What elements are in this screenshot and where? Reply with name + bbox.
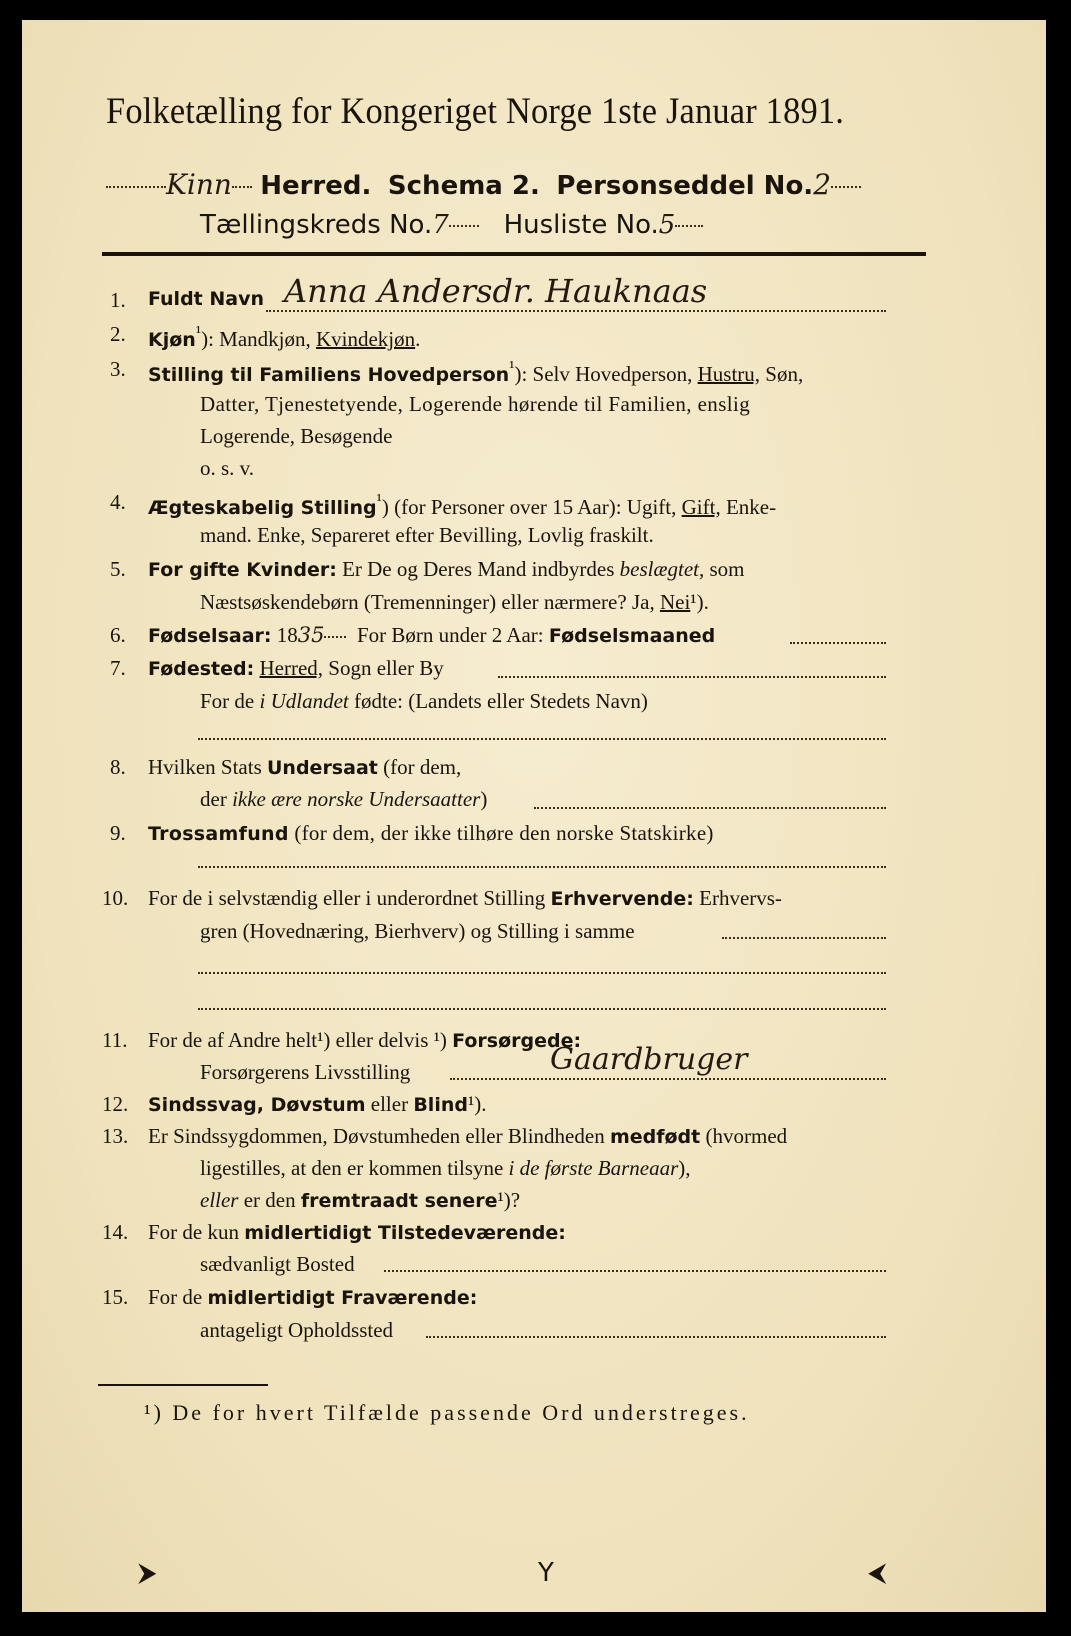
item-13-text-a: Er Sindssygdommen, Døvstumheden eller Blindheden	[148, 1124, 610, 1148]
item-5	[148, 557, 745, 582]
item-13-line-2b: i de første Barneaar	[508, 1156, 679, 1180]
item-10-dotline	[722, 937, 886, 939]
herred-label: Herred.	[260, 171, 372, 201]
item-3-line-2: Datter, Tjenestetyende, Logerende hørende til Familien, enslig	[200, 392, 751, 416]
item-13-line-3d: ¹)?	[497, 1188, 521, 1212]
item-10-dotline-3	[198, 1008, 886, 1010]
item-13-line-3a: eller	[200, 1188, 239, 1212]
item-6	[148, 623, 715, 648]
item-10-text-a: For de i selvstændig eller i underordnet Stilling	[148, 886, 551, 910]
item-14-label: midlertidigt Tilstedeværende:	[244, 1222, 566, 1244]
husliste-value: 5	[658, 210, 676, 240]
item-7-text-b: Sogn eller By	[323, 656, 444, 680]
item-15-dotline	[426, 1336, 886, 1338]
census-form	[22, 20, 1046, 1612]
item-11-number: 11.	[102, 1028, 128, 1052]
item-14-dotline	[384, 1270, 886, 1272]
item-11-label: Forsørgede:	[452, 1030, 582, 1052]
item-6-label-2: Fødselsmaaned	[548, 625, 716, 647]
item-14-number: 14.	[102, 1220, 129, 1244]
item-13-label: medfødt	[609, 1126, 701, 1148]
item-13-line-2a: ligestilles, at den er kommen tilsyne	[200, 1156, 509, 1180]
item-6-number: 6.	[110, 623, 126, 647]
item-11-line-2: Forsørgerens Livsstilling	[200, 1060, 411, 1084]
footnote-rule	[98, 1384, 268, 1386]
item-2-label: Kjøn	[148, 329, 196, 351]
item-14-text-a: For de kun	[148, 1220, 245, 1244]
item-2-kvindekjon: Kvindekjøn	[315, 327, 416, 351]
item-15	[148, 1285, 477, 1310]
header-rule	[102, 252, 926, 256]
item-8-text-a: Hvilken Stats	[148, 755, 267, 779]
item-12-label: Sindssvag, Døvstum	[148, 1094, 366, 1116]
item-7-dotline	[498, 676, 886, 678]
item-3-line-4: o. s. v.	[200, 456, 255, 480]
item-1	[148, 288, 264, 310]
item-2-text-c: .	[415, 327, 421, 351]
item-3	[148, 357, 803, 387]
item-8-line-2c: )	[480, 787, 488, 811]
item-5-number: 5.	[110, 557, 126, 581]
item-6-text-a: 18	[276, 623, 298, 647]
item-7-udlandet: i Udlandet	[259, 689, 349, 713]
item-4-text-c: Enke-	[720, 495, 777, 519]
item-5-line-2c: ¹).	[690, 590, 709, 614]
kreds-label: Tællingskreds No.	[200, 210, 433, 240]
item-13	[148, 1124, 787, 1149]
item-5-text-a: Er De og Deres Mand indbyrdes	[342, 557, 620, 581]
item-4-label: Ægteskabelig Stilling	[148, 497, 377, 519]
item-2-sup: ¹	[195, 322, 202, 342]
item-3-line-3: Logerende, Besøgende	[200, 424, 393, 448]
item-8-text-b: (for dem,	[377, 755, 462, 779]
item-5-label: For gifte Kvinder:	[148, 559, 337, 581]
item-10-text-b: Erhvervs-	[693, 886, 782, 910]
item-7	[148, 656, 444, 681]
item-5-beslaegtet: beslægtet,	[619, 557, 705, 581]
registration-mark-right: ⮜	[868, 1558, 887, 1588]
item-11-value: Gaardbruger	[550, 1042, 748, 1077]
item-6-text-b: For Børn under 2 Aar:	[356, 623, 544, 647]
item-15-label: midlertidigt Fraværende:	[207, 1287, 478, 1309]
item-8-line-2	[200, 787, 487, 812]
item-3-sup: ¹	[509, 357, 515, 377]
item-15-number: 15.	[102, 1285, 129, 1309]
item-4-sup: ¹	[376, 490, 382, 510]
item-13-line-3b: er den	[238, 1188, 301, 1212]
item-6-label: Fødselsaar:	[148, 625, 272, 647]
item-5-line-2a: Næstsøskendebørn (Tremenninger) eller nærmere? Ja,	[200, 590, 660, 614]
item-13-number: 13.	[102, 1124, 129, 1148]
personseddel-label: Personseddel No.	[556, 171, 814, 201]
item-9-text-a: (for dem, der ikke tilhøre den norske Statskirke)	[288, 821, 714, 845]
item-7-herred: Herred,	[259, 656, 324, 680]
item-8	[148, 755, 461, 780]
item-3-text-a: ): Selv Hovedperson,	[514, 362, 698, 386]
item-12	[148, 1092, 487, 1117]
item-10-number: 10.	[102, 886, 129, 910]
item-13-line-3	[200, 1188, 520, 1213]
kreds-value: 7	[432, 210, 449, 240]
footnote: ¹) De for hvert Tilfælde passende Ord understreges.	[144, 1400, 750, 1425]
item-1-number: 1.	[110, 288, 126, 312]
husliste-label: Husliste No.	[503, 210, 659, 240]
item-2	[148, 322, 420, 352]
item-1-value: Anna Andersdr. Hauknaas	[284, 272, 708, 310]
item-9-number: 9.	[110, 821, 126, 845]
item-14	[148, 1220, 566, 1245]
item-7-dotline-2	[198, 738, 886, 740]
personseddel-value: 2	[813, 168, 832, 201]
item-5-line-2	[200, 590, 709, 615]
item-3-text-c: Søn,	[760, 362, 804, 386]
item-9-label: Trossamfund	[148, 823, 289, 845]
item-8-dotline	[534, 807, 886, 809]
item-13-text-b: (hvormed	[700, 1124, 788, 1148]
item-11-text-b: ¹) eller delvis ¹)	[317, 1028, 453, 1052]
item-10-dotline-2	[198, 972, 886, 974]
item-13-line-2	[200, 1156, 691, 1181]
herred-value: Kinn	[166, 168, 232, 201]
schema-label: Schema 2.	[387, 171, 540, 201]
item-7-number: 7.	[110, 656, 126, 680]
item-7-line-2a: For de	[200, 689, 260, 713]
registration-mark-center: Y	[538, 1558, 554, 1588]
herred-row	[106, 168, 861, 201]
item-4-text-a: ) (for Personer over 15 Aar): Ugift,	[381, 495, 682, 519]
item-12-text-a: eller	[365, 1092, 414, 1116]
item-13-line-3c: fremtraadt senere	[300, 1190, 498, 1212]
item-3-hustru: Hustru,	[697, 362, 761, 386]
item-4	[148, 490, 776, 520]
item-8-number: 8.	[110, 755, 126, 779]
item-1-dotline	[266, 310, 886, 312]
item-7-line-2c: fødte: (Landets eller Stedets Navn)	[348, 689, 648, 713]
item-11	[148, 1028, 581, 1053]
item-12-label-2: Blind	[413, 1094, 468, 1116]
item-14-line-2: sædvanligt Bosted	[200, 1252, 355, 1276]
item-3-label: Stilling til Familiens Hovedperson	[148, 364, 510, 386]
item-10-label: Erhvervende:	[550, 888, 694, 910]
item-4-line-2: mand. Enke, Separeret efter Bevilling, Lovlig fraskilt.	[200, 523, 654, 547]
kreds-row	[200, 210, 703, 240]
item-12-number: 12.	[102, 1092, 129, 1116]
item-5-text-c: som	[704, 557, 745, 581]
item-10-line-2: gren (Hovednæring, Bierhverv) og Stilling i samme	[200, 919, 635, 943]
item-8-line-2b: ikke ære norske Undersaatter	[232, 787, 481, 811]
item-2-number: 2.	[110, 322, 126, 346]
item-15-line-2: antageligt Opholdssted	[200, 1318, 394, 1342]
item-5-nei: Nei	[659, 590, 691, 614]
item-4-number: 4.	[110, 490, 126, 514]
item-12-text-b: ¹).	[467, 1092, 487, 1116]
item-6-dotline	[790, 642, 886, 644]
item-13-line-2c: ),	[678, 1156, 691, 1180]
item-7-label: Fødested:	[148, 658, 255, 680]
item-7-line-2	[200, 689, 648, 714]
item-3-number: 3.	[110, 357, 126, 381]
registration-mark-left: ⮞	[138, 1558, 157, 1588]
item-4-gift: Gift,	[681, 495, 721, 519]
item-11-text-a: For de af Andre helt	[148, 1028, 318, 1052]
form-title: Folketælling for Kongeriget Norge 1ste Januar 1891.	[106, 91, 845, 132]
item-9-dotline	[198, 866, 886, 868]
item-6-year: 35	[297, 623, 325, 647]
item-10	[148, 886, 782, 911]
item-8-line-2a: der	[200, 787, 233, 811]
item-2-text-a: ): Mandkjøn,	[201, 327, 316, 351]
item-9	[148, 821, 714, 846]
item-1-label: Fuldt Navn	[148, 288, 265, 310]
item-15-text-a: For de	[148, 1285, 208, 1309]
item-8-label: Undersaat	[267, 757, 378, 779]
item-11-dotline	[450, 1078, 886, 1080]
